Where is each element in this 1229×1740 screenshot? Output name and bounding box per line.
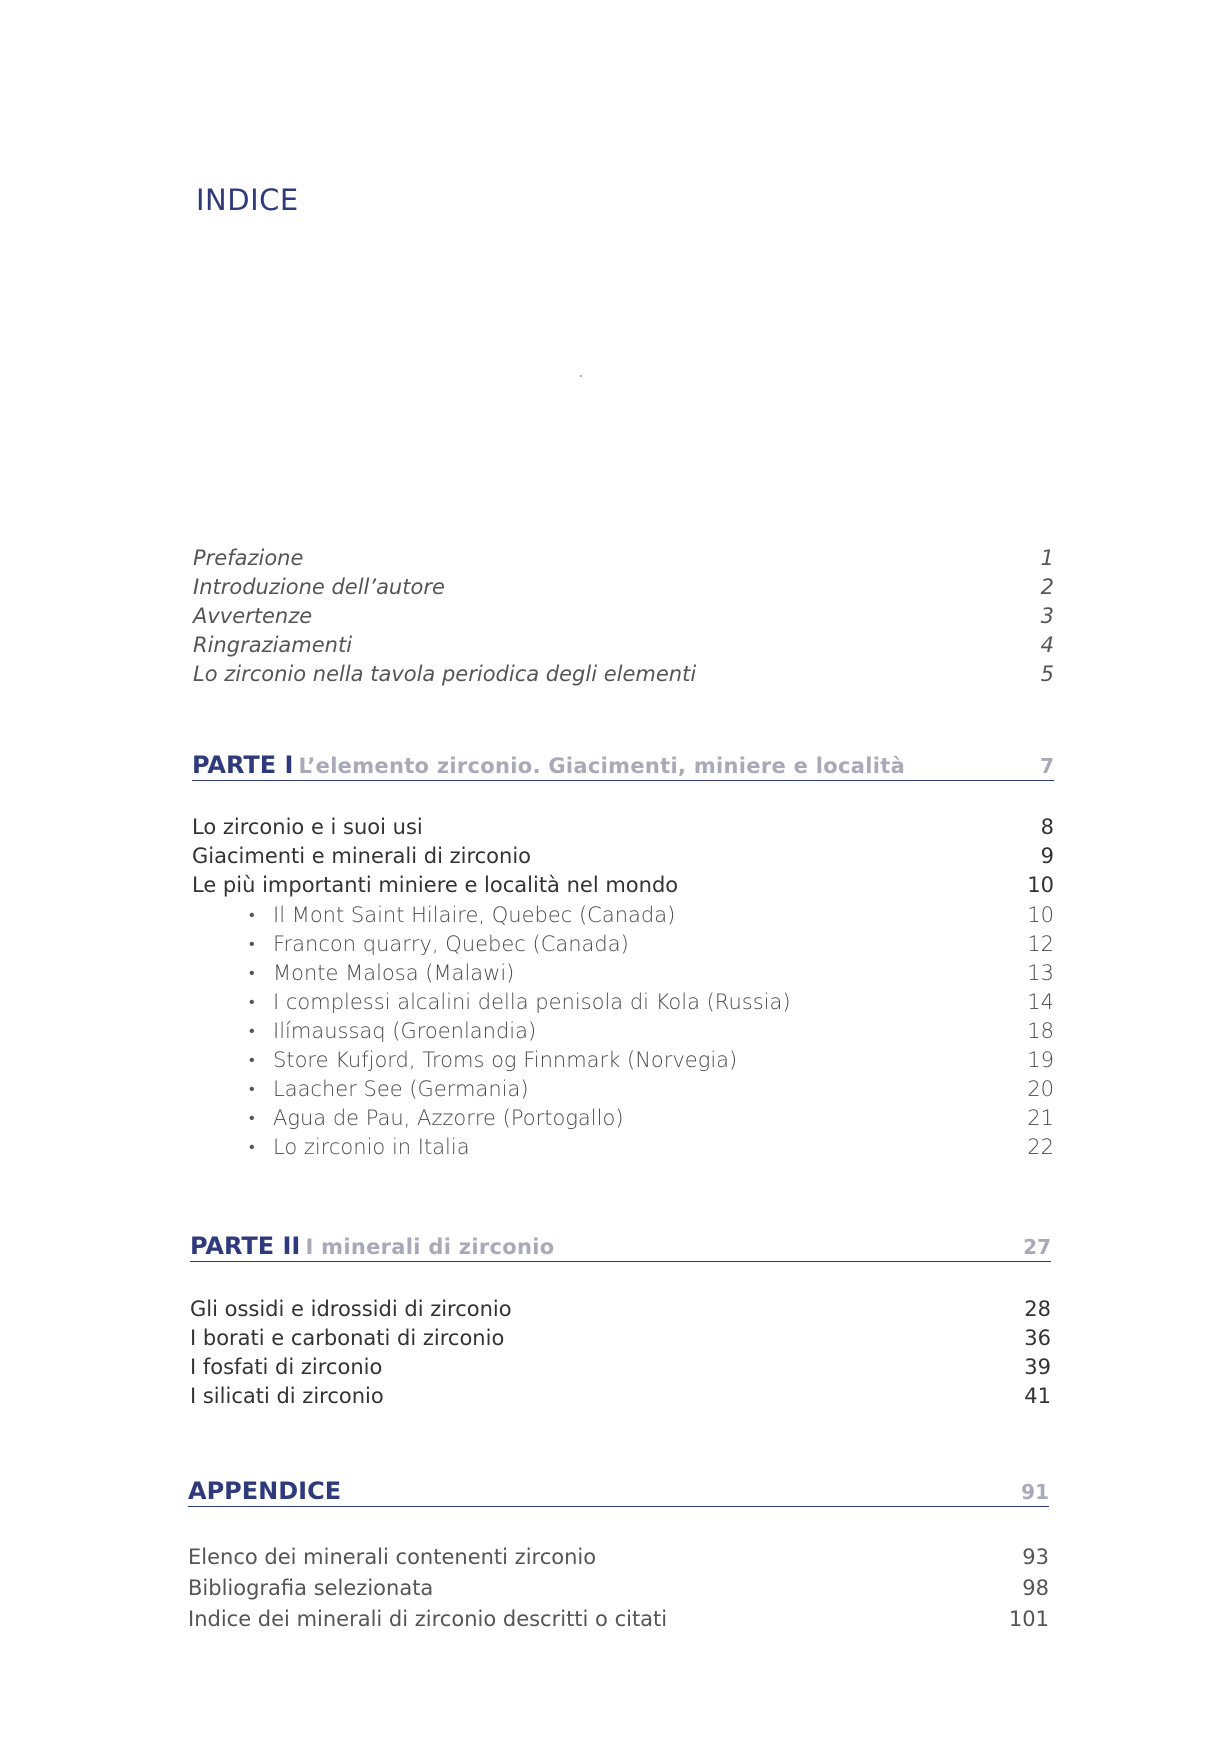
toc-subentry[interactable] — [249, 1132, 1054, 1162]
toc-entry-page: 93 — [1022, 1545, 1049, 1569]
toc-entry-page: 10 — [1027, 873, 1054, 897]
section-label: PARTE II — [190, 1232, 301, 1260]
toc-entry-page: 2 — [1040, 575, 1054, 599]
toc-entry-page: 36 — [1024, 1326, 1051, 1350]
toc-entry[interactable] — [188, 1604, 1049, 1635]
toc-entry-label: I fosfati di zirconio — [190, 1355, 383, 1379]
toc-subentry[interactable] — [249, 1045, 1054, 1075]
page-title: INDICE — [196, 183, 299, 217]
stray-dot — [580, 375, 582, 377]
toc-entry[interactable] — [192, 813, 1054, 842]
toc-entry[interactable] — [192, 842, 1054, 871]
toc-subentry[interactable] — [249, 1016, 1054, 1046]
toc-entry-page: 14 — [1027, 990, 1054, 1014]
toc-entry-label: I borati e carbonati di zirconio — [190, 1326, 505, 1350]
section-label: PARTE I — [192, 751, 294, 779]
section-title: L’elemento zirconio. Giacimenti, miniere e località — [298, 754, 906, 778]
toc-entry-label: Gli ossidi e idrossidi di zirconio — [190, 1297, 512, 1321]
toc-entry-introduction[interactable] — [193, 573, 1054, 602]
toc-entry-page: 12 — [1027, 932, 1054, 956]
toc-entry-page: 8 — [1040, 815, 1054, 839]
toc-entry-label: Introduzione dell’autore — [193, 575, 445, 599]
toc-entry-page: 13 — [1027, 961, 1054, 985]
toc-entry[interactable] — [190, 1353, 1051, 1382]
toc-entry-label: • Francon quarry, Quebec (Canada) — [249, 929, 629, 959]
toc-entry[interactable] — [190, 1295, 1051, 1324]
toc-subentry[interactable] — [249, 958, 1054, 988]
toc-entry-page: 9 — [1040, 844, 1054, 868]
section-label: APPENDICE — [188, 1477, 342, 1505]
toc-entry-warnings[interactable] — [193, 602, 1054, 631]
toc-entry-acknowledgements[interactable] — [193, 631, 1054, 660]
toc-entry[interactable] — [190, 1324, 1051, 1353]
toc-entry-label: • Ilímaussaq (Groenlandia) — [249, 1016, 536, 1046]
toc-entry-label: Prefazione — [193, 546, 304, 570]
toc-entry-preface[interactable] — [193, 544, 1054, 573]
toc-entry-page: 41 — [1024, 1384, 1051, 1408]
toc-subentry[interactable] — [249, 1103, 1054, 1133]
toc-entry-label: Ringraziamenti — [193, 633, 353, 657]
toc-subentry[interactable] — [249, 1074, 1054, 1104]
section-header-part1[interactable] — [192, 751, 1054, 781]
toc-entry-label: Giacimenti e minerali di zirconio — [192, 844, 532, 868]
toc-entry-label: Bibliografia selezionata — [188, 1576, 434, 1600]
toc-entry-label: • Il Mont Saint Hilaire, Quebec (Canada) — [249, 900, 675, 930]
toc-entry-page: 98 — [1022, 1576, 1049, 1600]
toc-entry-label: Avvertenze — [193, 604, 313, 628]
toc-entry-page: 3 — [1040, 604, 1054, 628]
toc-entry-page: 5 — [1040, 662, 1054, 686]
section-header-appendix[interactable] — [188, 1477, 1049, 1507]
toc-entry-page: 101 — [1008, 1607, 1049, 1631]
toc-entry[interactable] — [188, 1573, 1049, 1604]
toc-entry-periodic-table[interactable] — [193, 660, 1054, 689]
toc-entry-label: • Store Kufjord, Troms og Finnmark (Norvegia) — [249, 1045, 737, 1075]
toc-entry-page: 20 — [1027, 1077, 1054, 1101]
toc-entry-label: • I complessi alcalini della penisola di Kola (Russia) — [249, 987, 791, 1017]
toc-entry-label: • Lo zirconio in Italia — [249, 1132, 470, 1162]
toc-entry-label: I silicati di zirconio — [190, 1384, 384, 1408]
section-page: 27 — [1023, 1235, 1051, 1259]
toc-entry-label: Lo zirconio e i suoi usi — [192, 815, 423, 839]
toc-subentry[interactable] — [249, 987, 1054, 1017]
toc-entry-page: 1 — [1040, 546, 1054, 570]
toc-entry-page: 18 — [1027, 1019, 1054, 1043]
toc-entry-page: 22 — [1027, 1135, 1054, 1159]
toc-subentry[interactable] — [249, 929, 1054, 959]
toc-entry-label: • Monte Malosa (Malawi) — [249, 958, 514, 988]
section-title: I minerali di zirconio — [305, 1235, 555, 1259]
toc-entry-page: 19 — [1027, 1048, 1054, 1072]
toc-entry-label: Indice dei minerali di zirconio descritti o citati — [188, 1607, 668, 1631]
toc-entry-label: • Agua de Pau, Azzorre (Portogallo) — [249, 1103, 624, 1133]
section-page: 91 — [1021, 1480, 1049, 1504]
toc-entry-page: 39 — [1024, 1355, 1051, 1379]
toc-entry-label: Elenco dei minerali contenenti zirconio — [188, 1545, 597, 1569]
toc-entry-page: 21 — [1027, 1106, 1054, 1130]
toc-subentry[interactable] — [249, 900, 1054, 930]
toc-entry-label: Le più importanti miniere e località nel mondo — [192, 873, 679, 897]
section-page: 7 — [1040, 754, 1054, 778]
toc-entry[interactable] — [190, 1382, 1051, 1411]
toc-entry[interactable] — [188, 1542, 1049, 1573]
section-header-part2[interactable] — [190, 1232, 1051, 1262]
toc-entry-page: 10 — [1027, 903, 1054, 927]
toc-entry[interactable] — [192, 871, 1054, 900]
toc-entry-page: 4 — [1040, 633, 1054, 657]
toc-entry-page: 28 — [1024, 1297, 1051, 1321]
toc-entry-label: Lo zirconio nella tavola periodica degli elementi — [193, 662, 697, 686]
toc-entry-label: • Laacher See (Germania) — [249, 1074, 529, 1104]
